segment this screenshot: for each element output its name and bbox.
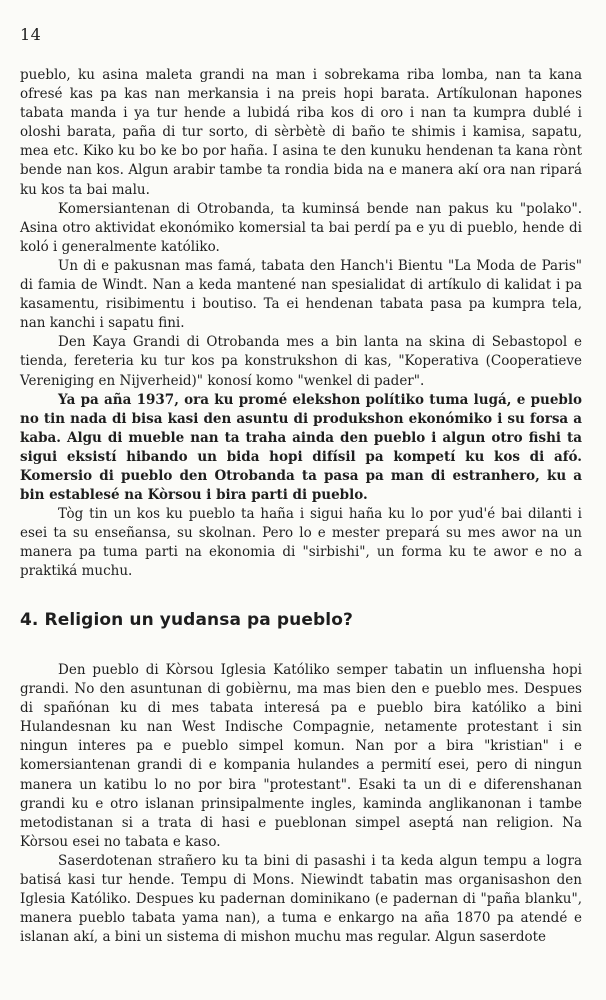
page-number: 14 xyxy=(20,25,42,44)
paragraph: Saserdotenan strañero ku ta bini di pasashi i ta keda algun tempu a logra batisá kasi tur hende. Tempu di Mons. Niewindt tabatin mas organisashon den Iglesia Katóliko. Despues ku padernan dominikano (e padernan di "paña blanku", manera pueblo tabata yama nan), a tuma e enkargo na aña 1870 pa atendé e islanan akí, a bini un sistema di mishon muchu mas regular. Algun saserdote xyxy=(20,852,582,946)
paragraph: Tòg tin un kos ku pueblo ta haña i sigui haña ku lo por yud'é bai dilanti i esei ta su enseñansa, su skolnan. Pero lo e mester prepará su mes awor na un manera pa tuma parti na ekonomia di "sirbishi", un forma ku te awor e no a praktiká muchu. xyxy=(20,506,582,580)
paragraph: Den Kaya Grandi di Otrobanda mes a bin lanta na skina di Sebastopol e tienda, fereteria ku tur kos pa konstrukshon di kas, "Koperativa (Cooperatieve Vereniging en Nijverheid)" konosí komo "wenkel di pader". xyxy=(20,334,582,389)
section-heading: 4. Religion un yudansa pa pueblo? xyxy=(20,610,353,630)
paragraph: pueblo, ku asina maleta grandi na man i sobrekama riba lomba, nan ta kana ofresé kas pa kas nan merkansia i na preis hopi barata. Artíkulonan hapones tabata manda i ya tur hende a lubidá riba kos di oro i nan ta kumpra dublé i oloshi barata, paña di tur sorto, di sèrbètè di baño te shimis i kamisa, sapatu, mea etc. Kiko ku bo ke bo por haña. I asina te den kunuku hendenan ta kana rònt bende nan kos. Algun arabir tambe ta rondia bida na e manera akí ora nan ripará ku kos ta bai malu. xyxy=(20,67,582,198)
paragraph: Ya pa aña 1937, ora ku promé elekshon polítiko tuma lugá, e pueblo no tin nada di bisa kasi den asuntu di produkshon ekonómiko i su forsa a kaba. Algu di mueble nan ta traha ainda den pueblo i algun otro fishi ta sigui eksistí hibando un bida hopi difísil pa kompetí ku kos di afó. Komersio di pueblo den Otrobanda ta pasa pa man di estranhero, ku a bin establesé na Kòrsou i bira parti di pueblo. xyxy=(20,391,582,504)
paragraph: Komersiantenan di Otrobanda, ta kuminsá bende nan pakus ku "polako". Asina otro aktividat ekonómiko komersial ta bai perdí pa e yu di pueblo, hende di koló i generalmente katóliko. xyxy=(20,200,582,255)
text-block-top xyxy=(20,66,582,582)
paragraph: Den pueblo di Kòrsou Iglesia Katóliko semper tabatin un influensha hopi grandi. No den asuntunan di gobièrnu, ma mas bien den e pueblo mes. Despues di spañónan ku di mes tabata interesá pa e pueblo bira katóliko a bini Hulandesnan ku nan West Indische Compagnie, netamente protestant i sin ningun interes pa e pueblo simpel komun. Nan por a bira "kristian" i e komersiantenan grandi di e kompania hulandes a permití esei, pero di ningun manera un katibu lo no por bira "protestant". Esaki ta un di e diferenshanan grandi ku e otro islanan prinsipalmente ingles, kaminda anglikanonan i tambe metodistanan si a trata di hasi e pueblonan simpel aseptá nan religion. Na Kòrsou esei no tabata e kaso. xyxy=(20,662,582,850)
paragraph: Un di e pakusnan mas famá, tabata den Hanch'i Bientu "La Moda de Paris" di famia de Windt. Nan a keda mantené nan spesialidat di artíkulo di kalidat i pa kasamentu, risibimentu i boutiso. Ta ei hendenan tabata pasa pa kumpra tela, nan kanchi i sapatu fini. xyxy=(20,257,582,332)
text-block-bottom xyxy=(20,661,582,947)
